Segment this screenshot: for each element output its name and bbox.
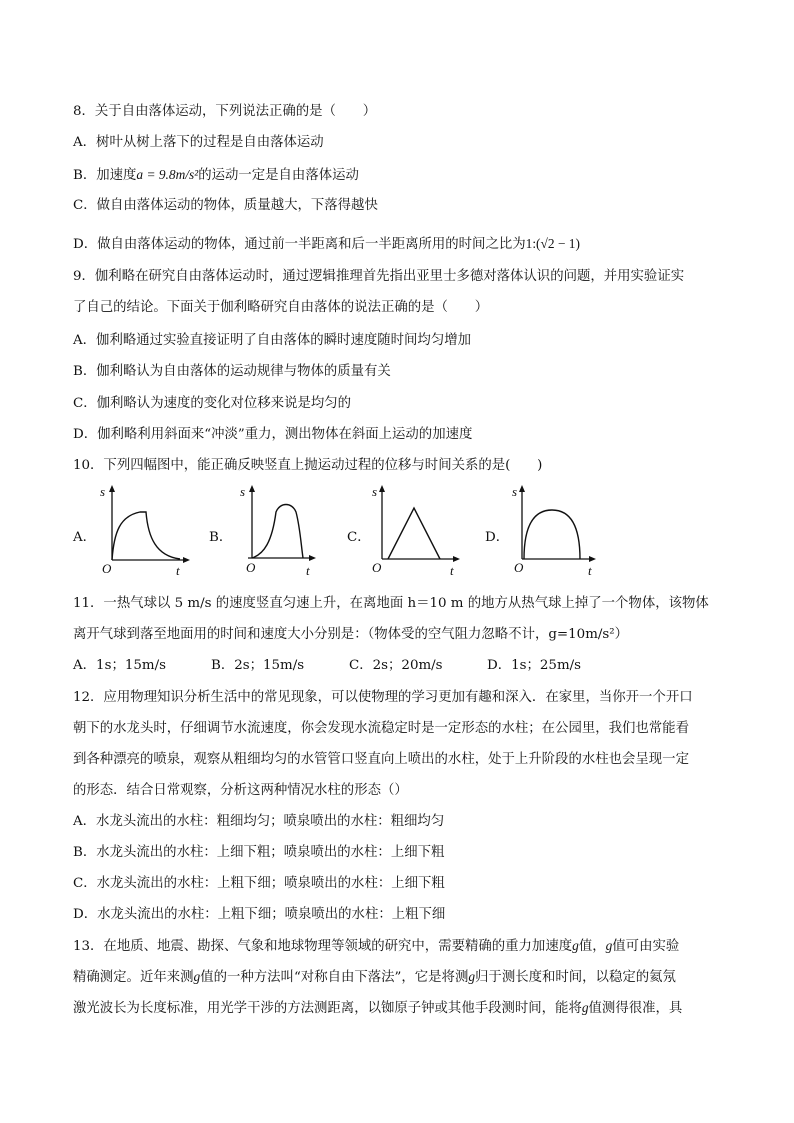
q11-option-c: C．2s；20m/s [349, 658, 443, 673]
q12-stem-line1: 12．应用物理知识分析生活中的常见现象，可以使物理的学习更加有趣和深入．在家里，当你开一个开口 [73, 690, 693, 705]
graph-b-s: s [240, 484, 246, 499]
graph-c-t: t [450, 563, 454, 577]
q10-graph-a [98, 482, 194, 577]
q12-option-d: D．水龙头流出的水柱：上粗下细；喷泉喷出的水柱：上粗下细 [73, 907, 446, 922]
q12-option-a: A．水龙头流出的水柱：粗细均匀；喷泉喷出的水柱：粗细均匀 [73, 814, 445, 829]
q13-g-3: g [193, 969, 201, 984]
q12-option-b: B．水龙头流出的水柱：上细下粗；喷泉喷出的水柱：上细下粗 [73, 845, 445, 860]
graph-c-o: O [372, 560, 382, 575]
q9-stem-line2: 了自己的结论。下面关于伽利略研究自由落体的说法正确的是（ ） [73, 300, 489, 315]
q9-option-b: B．伽利略认为自由落体的运动规律与物体的质量有关 [73, 364, 391, 379]
q12-stem-line4: 的形态．结合日常观察，分析这两种情况水柱的形态（） [73, 783, 408, 798]
q8-option-b: B．加速度a = 9.8m/s²的运动一定是自由落体运动 [73, 167, 359, 183]
q8-b-formula: a = 9.8m/s² [136, 167, 199, 182]
q8-stem: 8．关于自由落体运动，下列说法正确的是（ ） [73, 104, 377, 119]
q12-option-c: C．水龙头流出的水柱：上粗下细；喷泉喷出的水柱：上细下粗 [73, 876, 445, 891]
q13-line2: 精确测定。近年来测g值的一种方法叫“对称自由下落法”，它是将测g归于测长度和时间，以稳定的氦氖 [73, 969, 676, 985]
q11-option-b: B．2s；15m/s [211, 658, 305, 673]
q10-graph-c [370, 482, 466, 577]
graph-c-curve [388, 508, 440, 559]
q9-option-c: C．伽利略认为速度的变化对位移来说是均匀的 [73, 396, 352, 411]
q10-graph-b [234, 482, 330, 577]
graph-a-s: s [100, 484, 106, 499]
q13-g-5: g [581, 1000, 589, 1015]
q9-stem-line1: 9．伽利略在研究自由落体运动时，通过逻辑推理首先指出亚里士多德对落体认识的问题，并用实验证实 [73, 269, 685, 284]
graph-d-o: O [514, 560, 524, 575]
graph-a-t: t [176, 563, 180, 577]
q8-d-formula: 1:(√2 − 1) [525, 236, 580, 251]
q8-option-a: A．树叶从树上落下的过程是自由落体运动 [73, 135, 324, 150]
q13-line1: 13．在地质、地震、勘探、气象和地球物理等领域的研究中，需要精确的重力加速度g值，g值可由实验 [73, 938, 680, 954]
graph-a-curve [112, 512, 180, 560]
graph-b-curve [252, 505, 303, 559]
q10-label-d: D． [485, 530, 510, 545]
q11-stem-line1: 11．一热气球以 5 m/s 的速度竖直匀速上升，在离地面 h＝10 m 的地方从热气球上掉了一个物体，该物体 [73, 596, 709, 611]
q11-stem-line2: 离开气球到落至地面用的时间和速度大小分别是：（物体受的空气阻力忽略不计，g=10m/s²） [73, 627, 629, 642]
graph-d-t: t [588, 563, 592, 577]
graph-a-o: O [102, 561, 112, 576]
q9-option-d: D．伽利略利用斜面来“冲淡”重力，测出物体在斜面上运动的加速度 [73, 427, 473, 442]
q8-option-c: C．做自由落体运动的物体，质量越大，下落得越快 [73, 198, 378, 213]
q13-g-4: g [468, 969, 476, 984]
graph-a-y-arrow [109, 485, 115, 492]
graph-a-x-arrow [183, 557, 190, 563]
graph-d-s: s [512, 484, 518, 499]
q11-option-d: D．1s；25m/s [487, 658, 582, 673]
q13-line3: 激光波长为长度标准，用光学干涉的方法测距离，以铷原子钟或其他手段测时间，能将g值测得很准，具 [73, 1000, 683, 1016]
q8-option-d: D．做自由落体运动的物体，通过前一半距离和后一半距离所用的时间之比为1:(√2 − 1) [73, 236, 580, 252]
q10-label-c: C． [347, 530, 371, 545]
q10-label-a: A． [73, 530, 97, 545]
q11-options [73, 657, 733, 675]
q13-g-1: g [572, 938, 579, 953]
q11-option-a: A．1s；15m/s [73, 658, 166, 673]
q10-label-b: B． [209, 530, 233, 545]
graph-b-o: O [246, 560, 256, 575]
q10-stem: 10．下列四幅图中，能正确反映竖直上抛运动过程的位移与时间关系的是( ) [73, 458, 543, 473]
q10-graph-d [508, 482, 604, 577]
graph-d-curve [524, 510, 580, 559]
q12-stem-line3: 到各种漂亮的喷泉，观察从粗细均匀的水管管口竖直向上喷出的水柱，处于上升阶段的水柱也会呈现一定 [73, 752, 689, 767]
q9-option-a: A．伽利略通过实验直接证明了自由落体的瞬时速度随时间均匀增加 [73, 333, 471, 348]
graph-b-t: t [306, 563, 310, 577]
graph-c-s: s [372, 484, 378, 499]
q13-g-2: g [605, 938, 613, 953]
q12-stem-line2: 朝下的水龙头时，仔细调节水流速度，你会发现水流稳定时是一定形态的水柱；在公园里，我们也常能看 [73, 721, 689, 736]
